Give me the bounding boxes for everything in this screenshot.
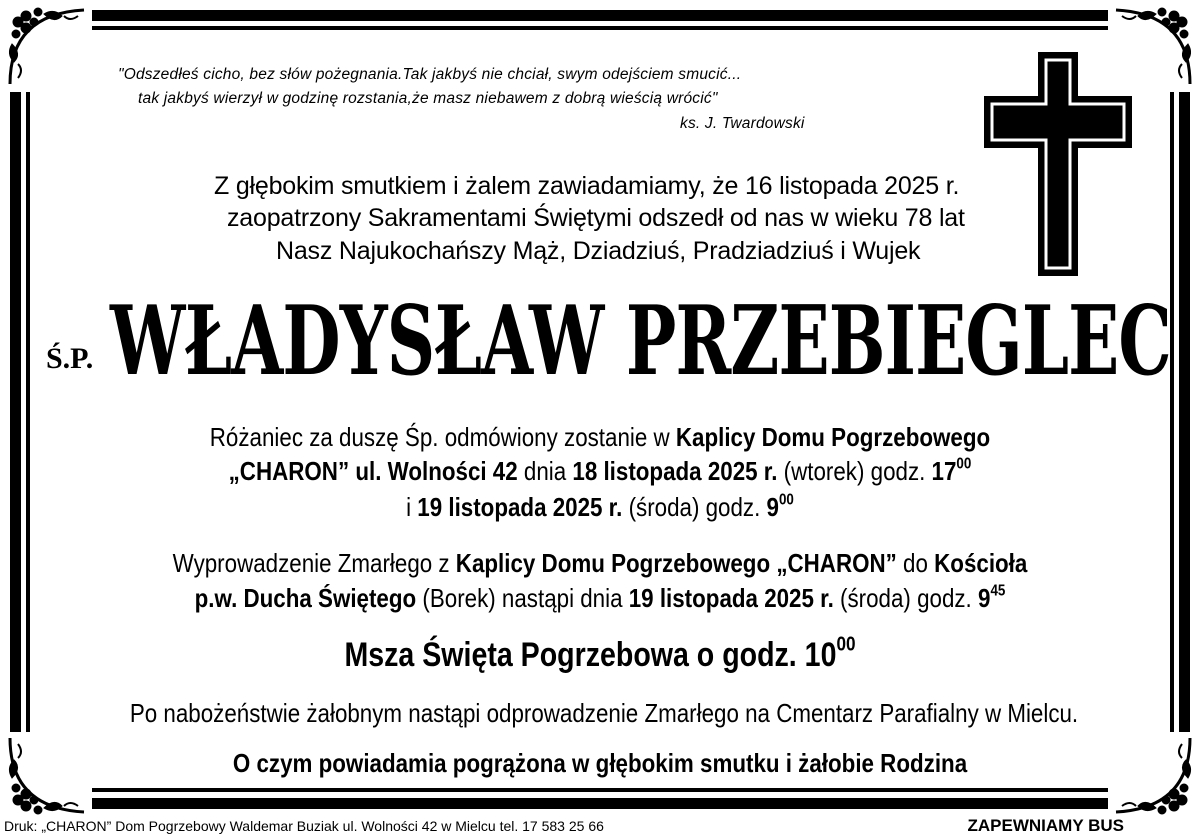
chapel-address: „CHARON” ul. Wolności 42 (228, 456, 518, 486)
text-segment: (środa) godz. (622, 492, 767, 522)
rosary-minute-2: 00 (778, 491, 794, 509)
church-label: Kościoła (934, 548, 1028, 578)
poem-line-2: tak jakbyś wierzył w godzinę rozstania,że masz niebawem z dobrą wieścią wrócić" (138, 90, 718, 107)
chapel-name: Kaplicy Domu Pogrzebowego (675, 422, 991, 452)
frame-bottom-thin (92, 788, 1108, 792)
text-segment: (środa) godz. (833, 583, 978, 613)
text-segment: i (406, 492, 418, 522)
intro-line-1: Z głębokim smutkiem i żalem zawiadamiamy, że 16 listopada 2025 r. (214, 172, 960, 200)
intro-line-3: Nasz Najukochańszy Mąż, Dziadziuś, Pradziadziuś i Wujek (276, 237, 921, 265)
frame-bottom-thick (92, 798, 1108, 809)
rosary-line-2 (84, 456, 1116, 487)
frame-top-thin (92, 26, 1108, 30)
printer-credit: Druk: „CHARON” Dom Pogrzebowy Waldemar Buziak ul. Wolności 42 w Mielcu tel. 17 583 25 66 (4, 818, 604, 834)
mass-line (96, 633, 1104, 675)
cross-icon (984, 52, 1132, 276)
grape-vine-ornament-icon (4, 4, 90, 90)
rosary-date-1: 18 listopada 2025 r. (572, 456, 778, 486)
frame-left-thin (26, 92, 30, 732)
procession-line-2 (84, 583, 1116, 614)
frame-top-thick (92, 10, 1108, 21)
bus-notice: ZAPEWNIAMY BUS (967, 816, 1124, 835)
deceased-name: WŁADYSŁAW PRZEBIEGLEC (110, 286, 1171, 398)
cemetery-line: Po nabożeństwie żałobnym nastąpi odprowadzenie Zmarłego na Cmentarz Parafialny w Mielcu. (129, 698, 1079, 728)
text-segment: (wtorek) godz. (777, 456, 932, 486)
rosary-line-1 (84, 422, 1116, 453)
text-segment: Różaniec za duszę Śp. odmówiony zostanie w (209, 422, 676, 452)
poem-author: ks. J. Twardowski (680, 115, 805, 132)
rosary-line-3 (84, 492, 1116, 523)
mass-hour: 10 (804, 636, 837, 674)
text-segment: Wyprowadzenie Zmarłego z (172, 548, 456, 578)
grape-vine-ornament-icon (1110, 732, 1196, 818)
procession-date: 19 listopada 2025 r. (628, 583, 834, 613)
rosary-hour-2: 9 (766, 492, 779, 522)
church-name: p.w. Ducha Świętego (194, 583, 417, 613)
rosary-minute-1: 00 (956, 455, 972, 473)
rosary-hour-1: 17 (931, 456, 957, 486)
intro-line-2: zaopatrzony Sakramentami Świętymi odszedł od nas w wieku 78 lat (227, 204, 965, 232)
family-line: O czym powiadamia pogrążona w głębokim smutku i żałobie Rodzina (232, 748, 968, 778)
mass-minute: 00 (836, 633, 856, 656)
frame-right-thin (1170, 92, 1174, 732)
procession-minute: 45 (990, 582, 1006, 600)
poem-line-1: "Odszedłeś cicho, bez słów pożegnania.Tak jakbyś nie chciał, swym odejściem smucić... (118, 66, 742, 83)
chapel-name: Kaplicy Domu Pogrzebowego „CHARON” (455, 548, 897, 578)
deceased-prefix: Ś.P. (46, 342, 94, 375)
rosary-date-2: 19 listopada 2025 r. (417, 492, 623, 522)
text-segment: (Borek) nastąpi dnia (416, 583, 629, 613)
text-segment: do (896, 548, 935, 578)
procession-line-1 (84, 548, 1116, 579)
frame-right-thick (1179, 92, 1190, 732)
grape-vine-ornament-icon (4, 732, 90, 818)
text-segment: dnia (517, 456, 573, 486)
mass-text: Msza Święta Pogrzebowa o godz. (344, 636, 805, 674)
procession-hour: 9 (977, 583, 991, 613)
frame-left-thick (10, 92, 21, 732)
